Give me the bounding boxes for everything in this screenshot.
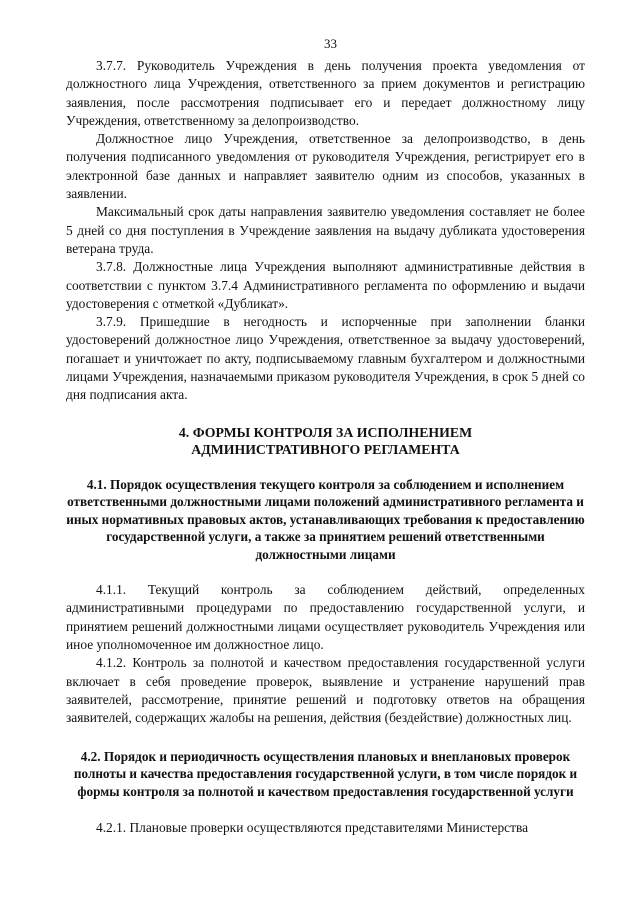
document-page bbox=[66, 36, 585, 837]
section-4-heading-line1: 4. ФОРМЫ КОНТРОЛЯ ЗА ИСПОЛНЕНИЕМ bbox=[178, 424, 473, 440]
paragraph-3-7-7: 3.7.7. Руководитель Учреждения в день получения проекта уведомления от должностного лица Учреждения, ответственного за прием документов и регистрацию заявления, после рассмотрения подписывает его и передает должностному лицу Учреждения, ответственному за делопроизводство. bbox=[66, 58, 585, 128]
section-4-heading bbox=[66, 424, 585, 458]
paragraph-3-7-8: 3.7.8. Должностные лица Учреждения выполняют административные действия в соответствии с пунктом 3.7.4 Административного регламента по оформлению и выдачи удостоверения с отметкой «Дубликат». bbox=[66, 259, 585, 311]
paragraph-max-deadline: Максимальный срок даты направления заявителю уведомления составляет не более 5 дней со дня поступления в Учреждение заявления на выдачу дубликата удостоверения ветерана труда. bbox=[66, 204, 585, 256]
section-4-2-heading: 4.2. Порядок и периодичность осуществления плановых и внеплановых проверок полноты и качества предоставления государственной услуги, в том числе порядок и формы контроля за полнотой и качеством предоставления государственной услуги bbox=[73, 748, 578, 799]
paragraph-responsible-official: Должностное лицо Учреждения, ответственное за делопроизводство, в день получения подписанного уведомления от руководителя Учреждения, регистрирует его в электронной базе данных и направляет заявителю одним из способов, указанных в заявлении. bbox=[66, 131, 585, 202]
section-4-heading-line2: АДМИНИСТРАТИВНОГО РЕГЛАМЕНТА bbox=[191, 441, 460, 457]
paragraph-4-1-2: 4.1.2. Контроль за полнотой и качеством предоставления государственной услуги включает в себя проведение проверок, выявление и устранение нарушений прав заявителей, рассмотрение, принятие решений и подготовку ответов на обращения заявителей, содержащих жалобы на решения, действия (бездействие) должностных лиц. bbox=[66, 655, 585, 726]
paragraph-4-1-1: 4.1.1. Текущий контроль за соблюдением действий, определенных административными процедурами по предоставлению государственной услуги, и принятием решений должностными лицами осуществляет руководитель Учреждения или иное уполномоченное им должностное лицо. bbox=[66, 582, 585, 653]
page-number: 33 bbox=[324, 36, 337, 51]
paragraph-3-7-9: 3.7.9. Пришедшие в негодность и испорченные при заполнении бланки удостоверений должностное лицо Учреждения, ответственное за выдачу удостоверений, погашает и уничтожает по акту, подписываемому главным бухгалтером и должностными лицами Учреждения, назначаемыми приказом руководителя Учреждения, в срок 5 дней со дня подписания акта. bbox=[66, 314, 585, 403]
paragraph-4-2-1: 4.2.1. Плановые проверки осуществляются представителями Министерства bbox=[96, 820, 529, 836]
section-4-1-heading: 4.1. Порядок осуществления текущего контроля за соблюдением и исполнением ответственными должностными лицами положений административного регламента и иных нормативных правовых актов, устанавливающих требования к предоставлению государственной услуги, а также за принятием решений ответственными должностными лицами bbox=[66, 476, 585, 562]
